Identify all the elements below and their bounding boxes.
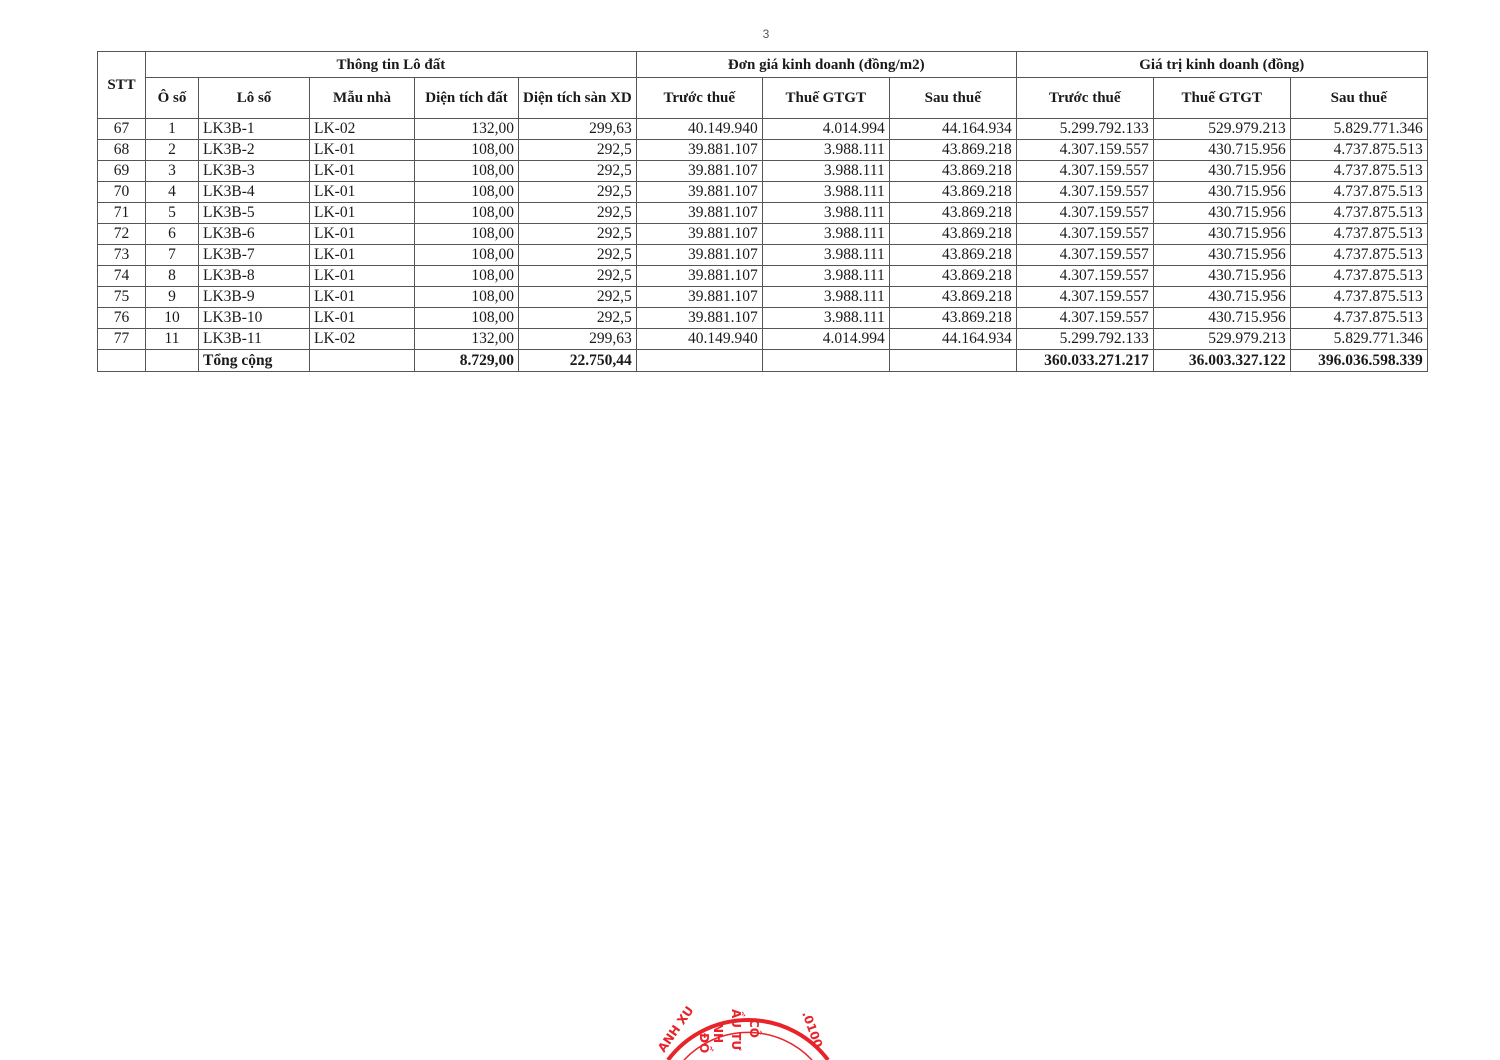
cell-stt: 67 — [98, 119, 146, 140]
cell-house-model: LK-02 — [310, 119, 415, 140]
cell-value-before-tax: 4.307.159.557 — [1016, 245, 1153, 266]
cell-house-model: LK-01 — [310, 182, 415, 203]
cell-house-model: LK-01 — [310, 203, 415, 224]
cell-land-area: 132,00 — [415, 119, 519, 140]
cell-value-vat: 430.715.956 — [1153, 203, 1290, 224]
table-row — [98, 140, 1428, 161]
cell-unit-vat: 3.988.111 — [762, 182, 889, 203]
cell-value-after-tax: 5.829.771.346 — [1290, 329, 1427, 350]
cell-value-after-tax: 4.737.875.513 — [1290, 203, 1427, 224]
cell-lot-no: LK3B-5 — [199, 203, 310, 224]
cell-unit-before-tax: 40.149.940 — [636, 119, 762, 140]
cell-value-before-tax: 4.307.159.557 — [1016, 287, 1153, 308]
svg-text:NH: NH — [711, 1023, 725, 1044]
cell-value-before-tax: 4.307.159.557 — [1016, 140, 1153, 161]
cell-stt: 76 — [98, 308, 146, 329]
table-row — [98, 224, 1428, 245]
cell-floor-area: 292,5 — [519, 224, 637, 245]
total-value-after-tax: 396.036.598.339 — [1290, 350, 1427, 372]
cell-lot-no: LK3B-4 — [199, 182, 310, 203]
cell-land-area: 108,00 — [415, 266, 519, 287]
cell-unit-vat: 4.014.994 — [762, 119, 889, 140]
cell-land-area: 108,00 — [415, 287, 519, 308]
cell-unit-vat: 3.988.111 — [762, 203, 889, 224]
cell-value-vat: 430.715.956 — [1153, 224, 1290, 245]
cell-value-vat: 529.979.213 — [1153, 119, 1290, 140]
table-row — [98, 161, 1428, 182]
cell-house-model: LK-01 — [310, 308, 415, 329]
cell-unit-vat: 3.988.111 — [762, 266, 889, 287]
cell-plot-no: 2 — [146, 140, 199, 161]
table-row — [98, 245, 1428, 266]
cell-plot-no: 6 — [146, 224, 199, 245]
cell-value-vat: 430.715.956 — [1153, 266, 1290, 287]
cell-value-after-tax: 4.737.875.513 — [1290, 161, 1427, 182]
svg-text:ANH XU: ANH XU — [654, 1003, 697, 1055]
cell-unit-before-tax: 39.881.107 — [636, 203, 762, 224]
cell-unit-vat: 4.014.994 — [762, 329, 889, 350]
cell-unit-before-tax: 39.881.107 — [636, 287, 762, 308]
cell-house-model: LK-01 — [310, 140, 415, 161]
cell-floor-area: 292,5 — [519, 182, 637, 203]
cell-floor-area: 292,5 — [519, 266, 637, 287]
cell-unit-before-tax: 39.881.107 — [636, 161, 762, 182]
cell-value-vat: 430.715.956 — [1153, 182, 1290, 203]
cell-value-after-tax: 4.737.875.513 — [1290, 140, 1427, 161]
cell-floor-area: 299,63 — [519, 329, 637, 350]
cell-plot-no: 4 — [146, 182, 199, 203]
cell-plot-no: 10 — [146, 308, 199, 329]
cell-plot-no: 11 — [146, 329, 199, 350]
cell-unit-before-tax: 39.881.107 — [636, 224, 762, 245]
cell-floor-area: 292,5 — [519, 140, 637, 161]
table-row — [98, 266, 1428, 287]
cell-unit-before-tax: 39.881.107 — [636, 308, 762, 329]
total-row — [98, 350, 1428, 372]
cell-stt: 72 — [98, 224, 146, 245]
column-header: Sau thuế — [889, 78, 1016, 119]
total-unit-after-tax — [889, 350, 1016, 372]
cell-value-vat: 529.979.213 — [1153, 329, 1290, 350]
cell-unit-vat: 3.988.111 — [762, 308, 889, 329]
cell-unit-before-tax: 40.149.940 — [636, 329, 762, 350]
cell-unit-after-tax: 43.869.218 — [889, 266, 1016, 287]
total-house-model — [310, 350, 415, 372]
cell-plot-no: 5 — [146, 203, 199, 224]
cell-value-before-tax: 4.307.159.557 — [1016, 224, 1153, 245]
cell-lot-no: LK3B-2 — [199, 140, 310, 161]
cell-stt: 73 — [98, 245, 146, 266]
cell-unit-after-tax: 43.869.218 — [889, 140, 1016, 161]
total-stt — [98, 350, 146, 372]
table-row — [98, 182, 1428, 203]
cell-value-before-tax: 4.307.159.557 — [1016, 308, 1153, 329]
cell-stt: 77 — [98, 329, 146, 350]
cell-plot-no: 9 — [146, 287, 199, 308]
cell-plot-no: 7 — [146, 245, 199, 266]
cell-floor-area: 299,63 — [519, 119, 637, 140]
total-plot-no — [146, 350, 199, 372]
header-lot-info: Thông tin Lô đất — [146, 52, 637, 78]
business-value-table — [97, 51, 1428, 372]
page-number: 3 — [762, 27, 770, 41]
cell-house-model: LK-02 — [310, 329, 415, 350]
cell-unit-after-tax: 43.869.218 — [889, 203, 1016, 224]
cell-unit-vat: 3.988.111 — [762, 245, 889, 266]
cell-unit-vat: 3.988.111 — [762, 224, 889, 245]
cell-land-area: 108,00 — [415, 182, 519, 203]
total-value-before-tax: 360.033.271.217 — [1016, 350, 1153, 372]
cell-value-vat: 430.715.956 — [1153, 308, 1290, 329]
total-land-area: 8.729,00 — [415, 350, 519, 372]
cell-value-after-tax: 4.737.875.513 — [1290, 182, 1427, 203]
cell-stt: 75 — [98, 287, 146, 308]
cell-value-vat: 430.715.956 — [1153, 287, 1290, 308]
column-header: Diện tích sàn XD — [519, 78, 637, 119]
column-header: Ô số — [146, 78, 199, 119]
svg-text:CÔ: CÔ — [747, 1019, 761, 1039]
cell-lot-no: LK3B-11 — [199, 329, 310, 350]
cell-stt: 74 — [98, 266, 146, 287]
header-stt: STT — [98, 52, 146, 119]
cell-lot-no: LK3B-3 — [199, 161, 310, 182]
total-unit-before-tax — [636, 350, 762, 372]
column-header: Diện tích đất — [415, 78, 519, 119]
cell-unit-vat: 3.988.111 — [762, 140, 889, 161]
column-header: Mẫu nhà — [310, 78, 415, 119]
cell-floor-area: 292,5 — [519, 245, 637, 266]
cell-value-before-tax: 4.307.159.557 — [1016, 203, 1153, 224]
cell-floor-area: 292,5 — [519, 161, 637, 182]
cell-lot-no: LK3B-8 — [199, 266, 310, 287]
cell-stt: 71 — [98, 203, 146, 224]
cell-plot-no: 8 — [146, 266, 199, 287]
column-header: Lô số — [199, 78, 310, 119]
cell-house-model: LK-01 — [310, 287, 415, 308]
cell-unit-after-tax: 43.869.218 — [889, 224, 1016, 245]
svg-text:.0100: .0100 — [799, 1009, 826, 1050]
table-row — [98, 287, 1428, 308]
cell-lot-no: LK3B-7 — [199, 245, 310, 266]
cell-house-model: LK-01 — [310, 245, 415, 266]
cell-floor-area: 292,5 — [519, 287, 637, 308]
cell-value-after-tax: 4.737.875.513 — [1290, 245, 1427, 266]
column-header: Thuế GTGT — [762, 78, 889, 119]
cell-value-after-tax: 4.737.875.513 — [1290, 224, 1427, 245]
cell-unit-after-tax: 43.869.218 — [889, 308, 1016, 329]
total-unit-vat — [762, 350, 889, 372]
cell-land-area: 108,00 — [415, 203, 519, 224]
svg-text:ẦU TƯ: ẦU TƯ — [729, 1009, 743, 1051]
table-row — [98, 308, 1428, 329]
cell-floor-area: 292,5 — [519, 203, 637, 224]
cell-stt: 69 — [98, 161, 146, 182]
header-unit-price: Đơn giá kinh doanh (đồng/m2) — [636, 52, 1016, 78]
cell-lot-no: LK3B-6 — [199, 224, 310, 245]
cell-house-model: LK-01 — [310, 266, 415, 287]
column-header: Trước thuế — [636, 78, 762, 119]
cell-unit-after-tax: 43.869.218 — [889, 182, 1016, 203]
cell-house-model: LK-01 — [310, 224, 415, 245]
cell-value-after-tax: 4.737.875.513 — [1290, 266, 1427, 287]
cell-lot-no: LK3B-10 — [199, 308, 310, 329]
cell-unit-after-tax: 43.869.218 — [889, 287, 1016, 308]
cell-value-before-tax: 4.307.159.557 — [1016, 161, 1153, 182]
cell-plot-no: 1 — [146, 119, 199, 140]
company-seal — [640, 995, 860, 1060]
cell-value-after-tax: 4.737.875.513 — [1290, 287, 1427, 308]
cell-value-before-tax: 4.307.159.557 — [1016, 182, 1153, 203]
cell-value-before-tax: 5.299.792.133 — [1016, 329, 1153, 350]
cell-stt: 70 — [98, 182, 146, 203]
svg-text:ĐỒ: ĐỒ — [697, 1033, 711, 1054]
total-floor-area: 22.750,44 — [519, 350, 637, 372]
cell-value-after-tax: 4.737.875.513 — [1290, 308, 1427, 329]
cell-unit-vat: 3.988.111 — [762, 161, 889, 182]
cell-value-after-tax: 5.829.771.346 — [1290, 119, 1427, 140]
cell-land-area: 108,00 — [415, 245, 519, 266]
cell-house-model: LK-01 — [310, 161, 415, 182]
cell-land-area: 108,00 — [415, 308, 519, 329]
cell-unit-before-tax: 39.881.107 — [636, 245, 762, 266]
cell-value-vat: 430.715.956 — [1153, 140, 1290, 161]
cell-land-area: 132,00 — [415, 329, 519, 350]
cell-unit-before-tax: 39.881.107 — [636, 140, 762, 161]
cell-land-area: 108,00 — [415, 161, 519, 182]
cell-lot-no: LK3B-1 — [199, 119, 310, 140]
cell-unit-after-tax: 43.869.218 — [889, 161, 1016, 182]
header-business-value: Giá trị kinh doanh (đồng) — [1016, 52, 1427, 78]
cell-plot-no: 3 — [146, 161, 199, 182]
cell-unit-after-tax: 43.869.218 — [889, 245, 1016, 266]
column-header: Thuế GTGT — [1153, 78, 1290, 119]
cell-value-vat: 430.715.956 — [1153, 161, 1290, 182]
column-header: Trước thuế — [1016, 78, 1153, 119]
total-value-vat: 36.003.327.122 — [1153, 350, 1290, 372]
cell-value-vat: 430.715.956 — [1153, 245, 1290, 266]
total-lot-no: Tổng cộng — [199, 350, 310, 372]
cell-unit-vat: 3.988.111 — [762, 287, 889, 308]
cell-unit-after-tax: 44.164.934 — [889, 329, 1016, 350]
cell-floor-area: 292,5 — [519, 308, 637, 329]
cell-land-area: 108,00 — [415, 140, 519, 161]
table-row — [98, 119, 1428, 140]
cell-value-before-tax: 5.299.792.133 — [1016, 119, 1153, 140]
cell-stt: 68 — [98, 140, 146, 161]
table-row — [98, 203, 1428, 224]
cell-value-before-tax: 4.307.159.557 — [1016, 266, 1153, 287]
cell-lot-no: LK3B-9 — [199, 287, 310, 308]
cell-unit-before-tax: 39.881.107 — [636, 182, 762, 203]
cell-unit-after-tax: 44.164.934 — [889, 119, 1016, 140]
cell-unit-before-tax: 39.881.107 — [636, 266, 762, 287]
cell-land-area: 108,00 — [415, 224, 519, 245]
column-header: Sau thuế — [1290, 78, 1427, 119]
table-row — [98, 329, 1428, 350]
